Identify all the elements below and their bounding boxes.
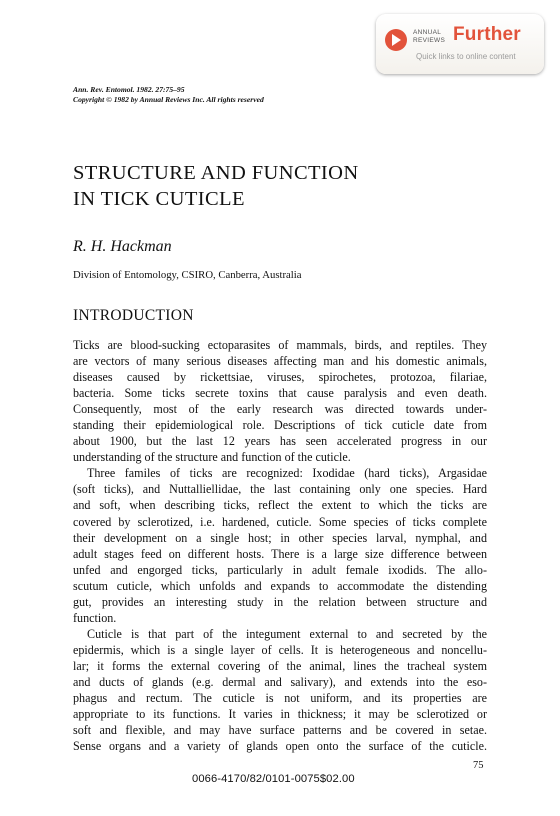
text-line: Sense organs and a variety of glands open onto the surface of the cuticle. [73,739,487,754]
further-word: Further [453,24,521,45]
text-line: gut, provides an interesting study in the relation between structure and [73,594,487,609]
body-text [73,337,487,754]
text-line: bacteria. Some ticks secrete toxins that cause paralysis and even death. [73,386,487,401]
text-line: about 1900, but the last 12 years has seen accelerated progress in our [73,434,487,449]
text-line: Cuticle is that part of the integument external to and secreted by the [87,626,487,641]
text-line: epidermis, which is a single layer of cells. It is heterogeneous and noncellu- [73,642,487,657]
publisher-name [413,29,453,44]
text-line: function. [73,610,117,625]
article-code: 0066-4170/82/0101-0075$02.00 [192,773,355,785]
further-badge[interactable] [376,14,544,74]
text-line: adult stages feed on different hosts. There is a large size difference between [73,546,487,561]
text-line: Ticks are blood-sucking ectoparasites of mammals, birds, and reptiles. They [73,338,487,352]
journal-citation-block [73,85,264,105]
text-line: and ducts of glands (e.g. dermal and salivary), and extends into the eso- [73,674,487,689]
annual-reviews-play-icon [385,29,407,51]
title-line-1: STRUCTURE AND FUNCTION [73,162,359,184]
text-line: covered by sclerotized, i.e. hardened, cuticle. Some species of ticks complete [73,514,487,529]
section-heading: INTRODUCTION [73,307,194,324]
publisher-line1: ANNUAL [413,29,442,36]
page-number: 75 [473,760,484,771]
text-line: Consequently, most of the early research was directed towards under- [73,402,487,417]
text-line: understanding of the structure and function of the cuticle. [73,450,351,465]
text-line: lar; it forms the external covering of the animal, lines the tracheal system [73,658,487,673]
author-name: R. H. Hackman [73,238,172,255]
text-line: are vectors of many serious diseases affecting man and his domestic animals, [73,354,487,369]
further-subtitle: Quick links to online content [416,52,516,61]
publisher-line2: REVIEWS [413,36,446,44]
author-affiliation: Division of Entomology, CSIRO, Canberra, Australia [73,269,302,281]
title-line-2: IN TICK CUTICLE [73,188,245,210]
text-line: scutum cuticle, which unfolds and expands to accommodate the distending [73,578,487,593]
copyright-notice: Copyright © 1982 by Annual Reviews Inc. All rights reserved [73,95,264,104]
text-line: appropriate to its functions. It varies in thickness; it may be sclerotized or [73,707,487,722]
text-line: unfed and engorged ticks, particularly in adult female ixodids. The allo- [73,562,487,577]
article-title [73,160,359,212]
text-line: phagus and rectum. The cuticle is not uniform, and its properties are [73,691,487,706]
text-line: diseases caused by rickettsiae, viruses, spirochetes, protozoa, filariae, [73,370,487,385]
text-line: (soft ticks), and Nuttalliellidae, the last containing only one species. Hard [73,482,487,497]
text-line: soft and flexible, and may have surface patterns and be covered in setae. [73,723,487,738]
text-line: their development on a single host; in other species larval, nymphal, and [73,530,487,545]
text-line: Three familes of ticks are recognized: Ixodidae (hard ticks), Argasidae [87,466,487,481]
text-line: standing their epidemiological role. Descriptions of tick cuticle date from [73,418,487,433]
journal-citation: Ann. Rev. Entomol. 1982. 27:75–95 [73,85,185,94]
text-line: and soft, when describing ticks, reflect the extent to which the ticks are [73,498,487,513]
